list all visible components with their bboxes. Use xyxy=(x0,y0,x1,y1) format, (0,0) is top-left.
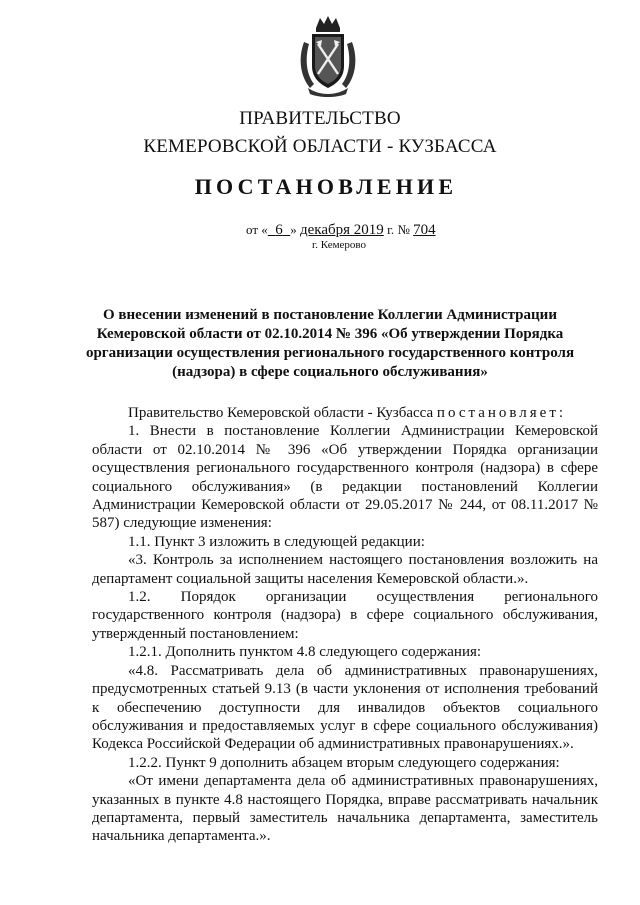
intro-verb: постановляет: xyxy=(436,405,567,421)
date-day: 6 xyxy=(275,222,283,238)
date-year-suffix: г. xyxy=(387,222,395,237)
government-title-line2: КЕМЕРОВСКОЙ ОБЛАСТИ - КУЗБАССА xyxy=(143,136,497,157)
paragraph-1: 1. Внести в постановление Коллегии Администрации Кемеровской области от 02.10.2014 № 396 «Об утверждении Порядка организации осуществления регионального государственного контроля (надзора) в сфере социального обслуживания» (в редакции постановлений Коллегии Администрации Кемеровской области от 29.05.2017 № 244, от 08.11.2017 № 587) следующие изменения: xyxy=(92,423,598,532)
paragraph-1-1: 1.1. Пункт 3 изложить в следующей редакции: xyxy=(128,533,425,550)
paragraph-quote-4-8: «4.8. Рассматривать дела об административных правонарушениях, предусмотренных статьей 9.13 (в части уклонения от исполнения требований к обеспечению доступности для инвалидов объектов социального обслуживания и предоставляемых услуг в сфере социального обслуживания) Кодекса Российской Федерации об административных правонарушениях.». xyxy=(92,662,598,753)
paragraph-quote-9: «От имени департамента дела об административных правонарушениях, указанных в пункте 4.8 настоящего Порядка, вправе рассматривать начальник департамента, первый заместитель начальника департамента, заместитель начальника департамента.». xyxy=(92,773,598,845)
number-sign: № xyxy=(397,222,410,237)
coat-of-arms-emblem xyxy=(296,14,360,98)
paragraph-1-2: 1.2. Порядок организации осуществления регионального государственного контроля (надзора) в сфере социального обслуживания, утвержденный постановлением: xyxy=(92,589,598,642)
document-type-title: ПОСТАНОВЛЕНИЕ xyxy=(194,174,458,199)
document-number: 704 xyxy=(413,222,436,238)
document-subject-heading: О внесении изменений в постановление Коллегии Администрации Кемеровской области от 02.10.2014 № 396 «Об утверждении Порядка организации осуществления регионального государственного контроля (надзора) в сфере социального обслуживания» xyxy=(85,307,575,380)
document-body xyxy=(92,404,598,846)
date-mid: » xyxy=(290,222,297,237)
date-prefix: от « xyxy=(246,222,268,237)
paragraph-1-2-1: 1.2.1. Дополнить пунктом 4.8 следующего содержания: xyxy=(128,644,482,661)
government-title-line1: ПРАВИТЕЛЬСТВО xyxy=(239,108,401,129)
date-month-year: декабря 2019 xyxy=(300,222,384,238)
body-intro xyxy=(92,404,598,422)
intro-text: Правительство Кемеровской области - Кузбасса xyxy=(128,405,434,421)
document-city: г. Кемерово xyxy=(312,239,367,251)
document-date-line xyxy=(246,222,436,239)
paragraph-1-2-2: 1.2.2. Пункт 9 дополнить абзацем вторым следующего содержания: xyxy=(128,754,560,771)
paragraph-quote-3: «3. Контроль за исполнением настоящего постановления возложить на департамент социальной защиты населения Кемеровской области.». xyxy=(92,552,598,587)
